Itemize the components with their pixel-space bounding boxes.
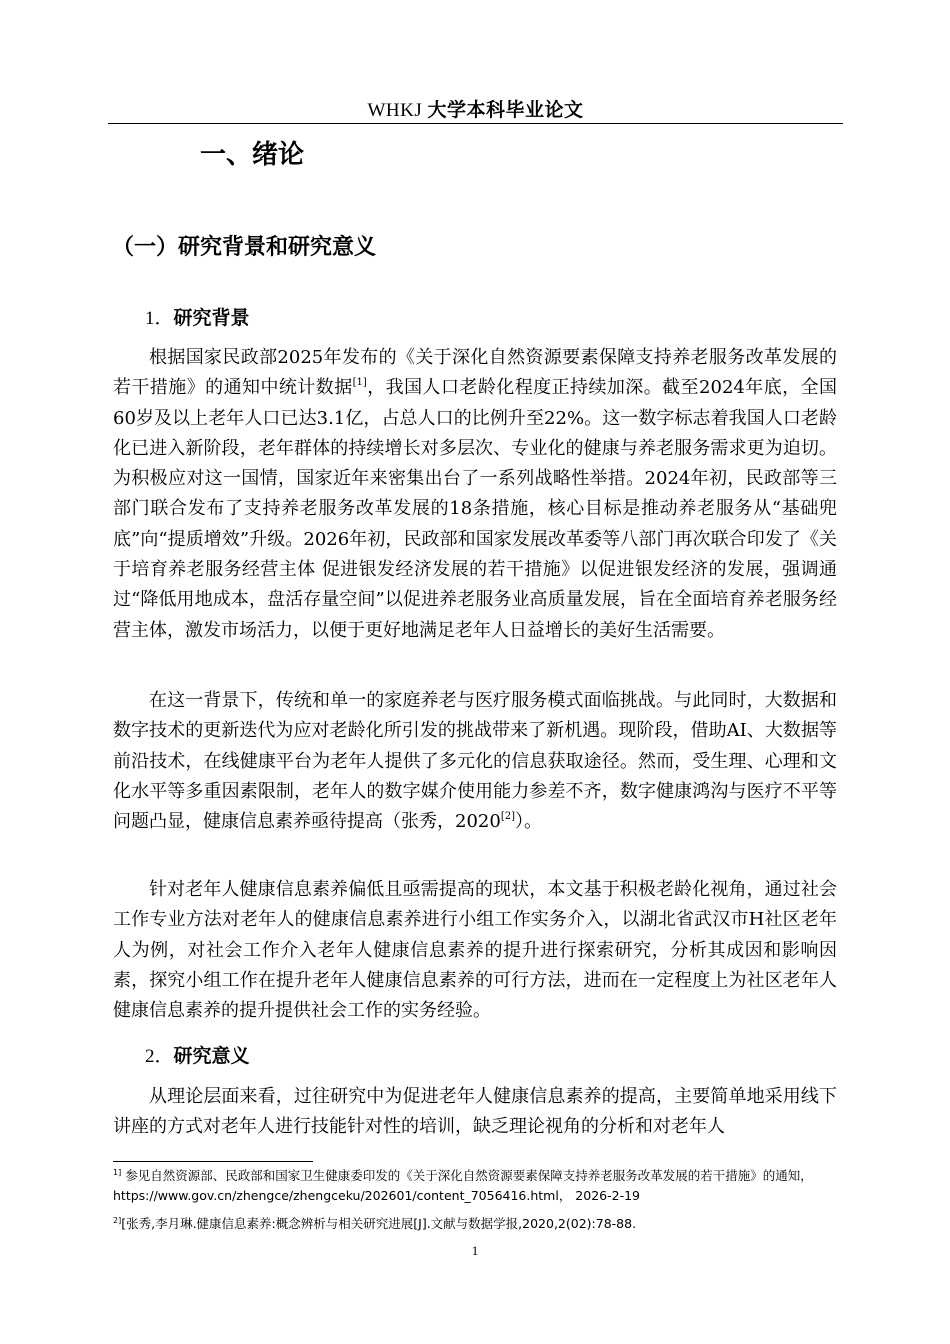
footnote-text: 参见自然资源部、民政部和国家卫生健康委印发的《关于深化自然资源要素保障支持养老服务改革发展的若干措施》的通知，https://www.gov.cn/zhengce/zhengceku/202601/content_7056416.html， 2026-2-19 bbox=[113, 1168, 813, 1203]
citation-link-2[interactable]: [2] bbox=[500, 811, 515, 823]
subsection-title-significance bbox=[145, 1041, 250, 1068]
running-header bbox=[108, 95, 843, 122]
paragraph-text: 根据国家民政部2025年发布的《关于深化自然资源要素保障支持养老服务改革发展的若干措施》的通知中统计数据 bbox=[113, 347, 837, 399]
footnote-2 bbox=[113, 1214, 837, 1234]
footnote-mark: 2] bbox=[113, 1216, 122, 1225]
paragraph-text: ，我国人口老龄化程度正持续加深。截至2024年底，全国60岁及以上老年人口已达3.1亿，占总人口的比例升至22%。这一数字标志着我国人口老龄化已进入新阶段，老年群体的持续增长对多层次、专业化的健康与养老服务需求更为迫切。为积极应对这一国情，国家近年来密集出台了一系列战略性举措。2024年初，民政部等三部门联合发布了支持养老服务改革发展的18条措施，核心目标是推动养老服务从“基础兜底”向“提质增效”升级。2026年初，民政部和国家发展改革委等八部门再次联合印发了《关于培育养老服务经营主体 促进银发经济发展的若干措施》以促进银发经济的发展，强调通过“降低用地成本，盘活存量空间”以促进养老服务业高质量发展，旨在全面培育养老服务经营主体，激发市场活力，以便于更好地满足老年人日益增长的美好生活需要。 bbox=[113, 377, 838, 641]
paragraph-challenges bbox=[113, 686, 837, 837]
footnote-separator bbox=[113, 1161, 313, 1162]
section-title: （一）研究背景和研究意义 bbox=[112, 235, 377, 260]
header-rule bbox=[108, 123, 843, 124]
paragraph-background bbox=[113, 343, 837, 646]
header-thesis-label: 大学本科毕业论文 bbox=[427, 99, 584, 121]
page-number: 1 bbox=[471, 1243, 479, 1258]
footnote-text: [张秀,李月琳.健康信息素养:概念辨析与相关研究进展[J].文献与数据学报,2020,2(02):78-88. bbox=[121, 1216, 637, 1231]
subsection-label: 研究意义 bbox=[173, 1045, 250, 1067]
chapter-title: 一、绪论 bbox=[200, 140, 305, 170]
footnote-1 bbox=[113, 1166, 837, 1206]
subsection-number: 1． bbox=[145, 308, 174, 329]
header-university-code: WHKJ bbox=[367, 100, 428, 121]
subsection-number: 2． bbox=[145, 1046, 174, 1067]
paragraph-text: ）。 bbox=[514, 811, 542, 833]
paragraph-significance: 从理论层面来看，过往研究中为促进老年人健康信息素养的提高，主要简单地采用线下讲座的方式对老年人进行技能针对性的培训，缺乏理论视角的分析和对老年人 bbox=[113, 1086, 837, 1138]
footnote-mark: 1] bbox=[113, 1168, 122, 1177]
citation-link-1[interactable]: [1] bbox=[352, 377, 367, 389]
paragraph-research-aim: 针对老年人健康信息素养偏低且亟需提高的现状，本文基于积极老龄化视角，通过社会工作专业方法对老年人的健康信息素养进行小组工作实务介入，以湖北省武汉市H社区老年人为例，对社会工作介入老年人健康信息素养的提升进行探索研究，分析其成因和影响因素，探究小组工作在提升老年人健康信息素养的可行方法，进而在一定程度上为社区老年人健康信息素养的提升提供社会工作的实务经验。 bbox=[113, 879, 837, 1022]
subsection-title-background bbox=[145, 303, 250, 330]
paragraph-text: 在这一背景下，传统和单一的家庭养老与医疗服务模式面临挑战。与此同时，大数据和数字技术的更新迭代为应对老龄化所引发的挑战带来了新机遇。现阶段，借助AI、大数据等前沿技术，在线健康平台为老年人提供了多元化的信息获取途径。然而，受生理、心理和文化水平等多重因素限制，老年人的数字媒介使用能力参差不齐，数字健康鸿沟与医疗不平等问题凸显，健康信息素养亟待提高（张秀，2020 bbox=[113, 690, 837, 833]
subsection-label: 研究背景 bbox=[173, 307, 250, 329]
